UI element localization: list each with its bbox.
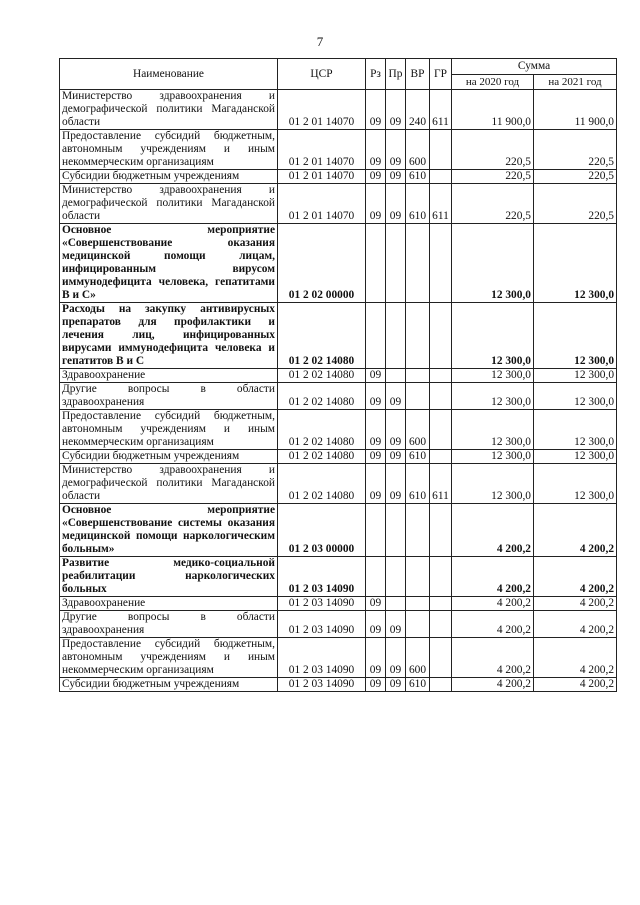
cell-csr: 01 2 03 00000 (278, 504, 366, 557)
cell-pr (386, 303, 406, 369)
table-row (60, 504, 617, 557)
cell-name: Министерство здравоохранения и демографической политики Магаданской области (60, 464, 278, 504)
header-gr: ГР (430, 59, 452, 90)
cell-name: Расходы на закупку антивирусных препаратов для профилактики и лечения лиц, инфицированных вирусами иммунодефицита человека и гепатитов В и С (60, 303, 278, 369)
cell-rz: 09 (366, 170, 386, 184)
cell-csr: 01 2 01 14070 (278, 184, 366, 224)
cell-sum-2021: 12 300,0 (534, 224, 617, 303)
table-row (60, 450, 617, 464)
table-row (60, 184, 617, 224)
cell-csr: 01 2 01 14070 (278, 90, 366, 130)
cell-rz: 09 (366, 90, 386, 130)
table-row (60, 638, 617, 678)
cell-sum-2021: 12 300,0 (534, 464, 617, 504)
cell-pr (386, 504, 406, 557)
cell-name: Министерство здравоохранения и демографической политики Магаданской области (60, 90, 278, 130)
table-row (60, 170, 617, 184)
cell-gr (430, 450, 452, 464)
cell-sum-2021: 220,5 (534, 184, 617, 224)
cell-sum-2020: 12 300,0 (452, 410, 534, 450)
header-name: Наименование (60, 59, 278, 90)
cell-rz: 09 (366, 597, 386, 611)
cell-name: Здравоохранение (60, 597, 278, 611)
cell-name: Субсидии бюджетным учреждениям (60, 450, 278, 464)
cell-csr: 01 2 03 14090 (278, 597, 366, 611)
cell-pr: 09 (386, 90, 406, 130)
cell-sum-2021: 4 200,2 (534, 611, 617, 638)
cell-sum-2020: 4 200,2 (452, 504, 534, 557)
cell-name: Здравоохранение (60, 369, 278, 383)
cell-gr (430, 224, 452, 303)
cell-pr: 09 (386, 678, 406, 692)
table-row (60, 557, 617, 597)
table-header (60, 59, 617, 90)
cell-rz: 09 (366, 130, 386, 170)
cell-vr (406, 611, 430, 638)
table-row (60, 130, 617, 170)
header-vr: ВР (406, 59, 430, 90)
cell-pr: 09 (386, 410, 406, 450)
cell-sum-2021: 4 200,2 (534, 504, 617, 557)
cell-rz: 09 (366, 464, 386, 504)
cell-gr (430, 597, 452, 611)
cell-name: Субсидии бюджетным учреждениям (60, 170, 278, 184)
cell-vr (406, 597, 430, 611)
cell-sum-2021: 4 200,2 (534, 557, 617, 597)
cell-pr: 09 (386, 383, 406, 410)
cell-gr: 611 (430, 90, 452, 130)
header-rz: Рз (366, 59, 386, 90)
cell-csr: 01 2 02 14080 (278, 410, 366, 450)
cell-sum-2021: 12 300,0 (534, 450, 617, 464)
cell-sum-2020: 4 200,2 (452, 638, 534, 678)
cell-csr: 01 2 02 14080 (278, 303, 366, 369)
cell-name: Основное мероприятие «Совершенствование системы оказания медицинской помощи наркологическим больным» (60, 504, 278, 557)
cell-sum-2020: 12 300,0 (452, 450, 534, 464)
cell-name: Другие вопросы в области здравоохранения (60, 611, 278, 638)
header-csr: ЦСР (278, 59, 366, 90)
cell-gr (430, 303, 452, 369)
header-pr: Пр (386, 59, 406, 90)
cell-pr (386, 557, 406, 597)
cell-sum-2021: 12 300,0 (534, 369, 617, 383)
table-body (60, 90, 617, 692)
cell-csr: 01 2 02 14080 (278, 383, 366, 410)
cell-vr (406, 383, 430, 410)
cell-name: Предоставление субсидий бюджетным, автономным учреждениям и иным некоммерческим организациям (60, 130, 278, 170)
cell-name: Субсидии бюджетным учреждениям (60, 678, 278, 692)
cell-sum-2020: 12 300,0 (452, 464, 534, 504)
cell-gr (430, 369, 452, 383)
cell-pr: 09 (386, 130, 406, 170)
cell-csr: 01 2 02 14080 (278, 464, 366, 504)
cell-sum-2020: 4 200,2 (452, 611, 534, 638)
cell-sum-2021: 4 200,2 (534, 638, 617, 678)
table-row (60, 90, 617, 130)
header-year-2020: на 2020 год (452, 75, 534, 90)
page-number: 7 (316, 34, 324, 49)
table-row (60, 678, 617, 692)
cell-csr: 01 2 01 14070 (278, 170, 366, 184)
cell-sum-2020: 220,5 (452, 170, 534, 184)
cell-name: Основное мероприятие «Совершенствование оказания медицинской помощи лицам, инфицированным вирусом иммунодефицита человека, гепатитами В и С» (60, 224, 278, 303)
table-row (60, 464, 617, 504)
cell-gr (430, 678, 452, 692)
cell-pr (386, 597, 406, 611)
cell-gr: 611 (430, 184, 452, 224)
table-row (60, 597, 617, 611)
cell-pr (386, 369, 406, 383)
cell-sum-2020: 12 300,0 (452, 383, 534, 410)
header-sum: Сумма (452, 59, 617, 75)
cell-sum-2020: 11 900,0 (452, 90, 534, 130)
table-row (60, 611, 617, 638)
cell-vr: 610 (406, 170, 430, 184)
cell-vr: 600 (406, 410, 430, 450)
cell-vr: 610 (406, 450, 430, 464)
cell-gr (430, 557, 452, 597)
table-row (60, 410, 617, 450)
table-row (60, 369, 617, 383)
cell-vr: 610 (406, 678, 430, 692)
cell-gr (430, 383, 452, 410)
cell-vr: 600 (406, 130, 430, 170)
cell-gr: 611 (430, 464, 452, 504)
cell-sum-2021: 12 300,0 (534, 383, 617, 410)
cell-sum-2020: 220,5 (452, 130, 534, 170)
cell-sum-2021: 12 300,0 (534, 303, 617, 369)
cell-gr (430, 611, 452, 638)
table-row (60, 303, 617, 369)
cell-rz: 09 (366, 369, 386, 383)
table-row (60, 383, 617, 410)
cell-csr: 01 2 03 14090 (278, 678, 366, 692)
cell-sum-2020: 220,5 (452, 184, 534, 224)
cell-pr: 09 (386, 611, 406, 638)
cell-vr (406, 504, 430, 557)
cell-sum-2020: 4 200,2 (452, 557, 534, 597)
cell-rz: 09 (366, 638, 386, 678)
cell-name: Другие вопросы в области здравоохранения (60, 383, 278, 410)
cell-pr: 09 (386, 450, 406, 464)
cell-sum-2020: 4 200,2 (452, 678, 534, 692)
cell-csr: 01 2 03 14090 (278, 638, 366, 678)
cell-rz (366, 224, 386, 303)
cell-vr (406, 303, 430, 369)
cell-rz (366, 557, 386, 597)
cell-rz: 09 (366, 410, 386, 450)
cell-gr (430, 638, 452, 678)
cell-csr: 01 2 02 14080 (278, 369, 366, 383)
cell-vr (406, 369, 430, 383)
cell-gr (430, 170, 452, 184)
cell-vr: 240 (406, 90, 430, 130)
header-year-2021: на 2021 год (534, 75, 617, 90)
cell-sum-2021: 12 300,0 (534, 410, 617, 450)
cell-csr: 01 2 02 14080 (278, 450, 366, 464)
table-row (60, 224, 617, 303)
budget-table (59, 58, 617, 692)
cell-pr: 09 (386, 184, 406, 224)
cell-name: Предоставление субсидий бюджетным, автономным учреждениям и иным некоммерческим организациям (60, 638, 278, 678)
cell-csr: 01 2 03 14090 (278, 611, 366, 638)
cell-rz: 09 (366, 184, 386, 224)
cell-rz (366, 303, 386, 369)
cell-sum-2021: 220,5 (534, 130, 617, 170)
cell-csr: 01 2 01 14070 (278, 130, 366, 170)
cell-sum-2020: 4 200,2 (452, 597, 534, 611)
cell-gr (430, 130, 452, 170)
cell-sum-2021: 4 200,2 (534, 678, 617, 692)
cell-vr: 600 (406, 638, 430, 678)
cell-vr: 610 (406, 184, 430, 224)
cell-csr: 01 2 03 14090 (278, 557, 366, 597)
cell-name: Развитие медико-социальной реабилитации наркологических больных (60, 557, 278, 597)
cell-sum-2020: 12 300,0 (452, 224, 534, 303)
cell-rz: 09 (366, 678, 386, 692)
cell-sum-2021: 4 200,2 (534, 597, 617, 611)
cell-sum-2021: 220,5 (534, 170, 617, 184)
cell-pr: 09 (386, 638, 406, 678)
cell-name: Министерство здравоохранения и демографической политики Магаданской области (60, 184, 278, 224)
cell-pr (386, 224, 406, 303)
cell-rz: 09 (366, 611, 386, 638)
cell-sum-2020: 12 300,0 (452, 369, 534, 383)
cell-sum-2021: 11 900,0 (534, 90, 617, 130)
cell-vr (406, 557, 430, 597)
cell-rz: 09 (366, 450, 386, 464)
cell-vr: 610 (406, 464, 430, 504)
cell-gr (430, 410, 452, 450)
cell-rz (366, 504, 386, 557)
cell-sum-2020: 12 300,0 (452, 303, 534, 369)
cell-pr: 09 (386, 170, 406, 184)
cell-name: Предоставление субсидий бюджетным, автономным учреждениям и иным некоммерческим организациям (60, 410, 278, 450)
cell-vr (406, 224, 430, 303)
cell-csr: 01 2 02 00000 (278, 224, 366, 303)
cell-pr: 09 (386, 464, 406, 504)
cell-gr (430, 504, 452, 557)
cell-rz: 09 (366, 383, 386, 410)
